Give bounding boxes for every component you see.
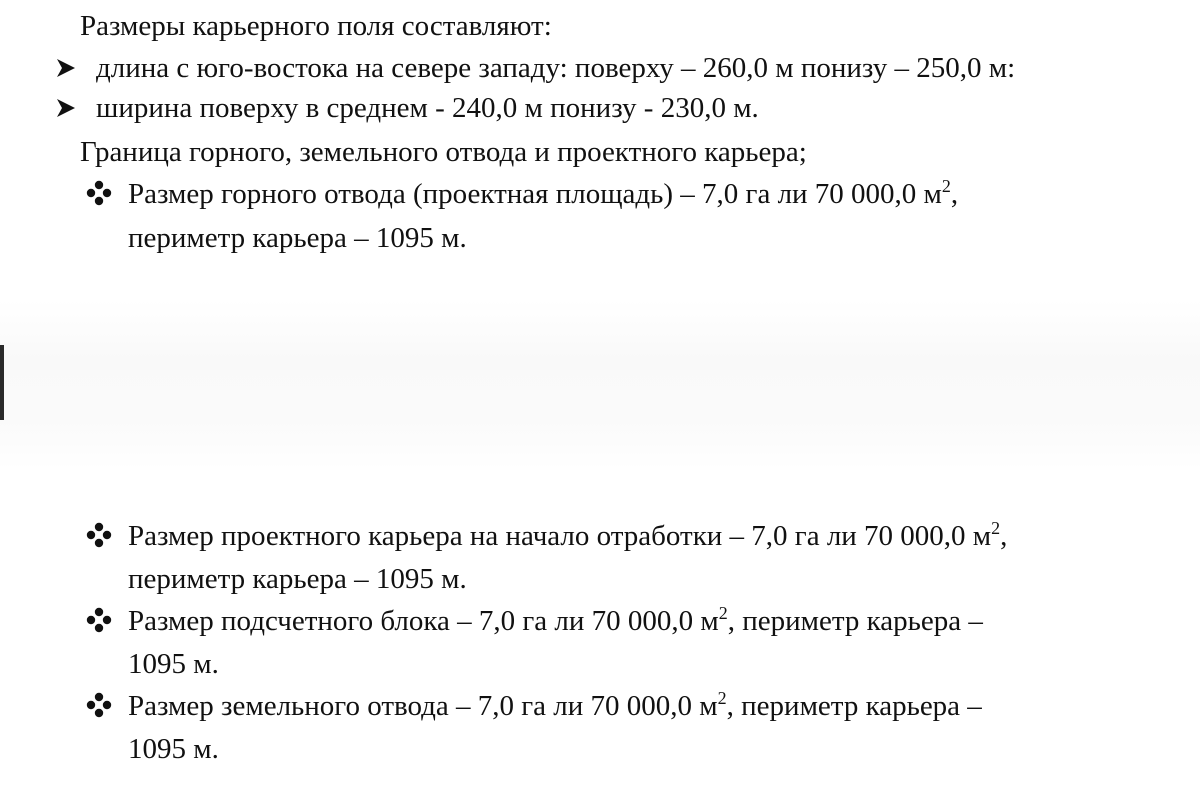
item4-line2: 1095 м.	[128, 733, 219, 765]
item1-suffix: ,	[950, 178, 959, 210]
superscript-2: 2	[941, 176, 951, 196]
item3-line2: 1095 м.	[128, 648, 219, 680]
arrow-bullet-icon	[55, 97, 77, 119]
diamond-bullet-icon	[86, 607, 112, 633]
scan-artifact-band	[0, 300, 1200, 470]
item3-line1	[128, 603, 983, 637]
diamond-bullet-icon	[86, 180, 112, 206]
item4-text-a: Размер земельного отвода – 7,0 га ли 70 000,0 м	[128, 690, 718, 722]
arrow-bullet-icon	[55, 57, 77, 79]
bullet-length: длина с юго-востока на севере западу: поверху – 260,0 м понизу – 250,0 м:	[96, 52, 1016, 84]
superscript-2: 2	[991, 518, 1001, 538]
item3-text-b: , периметр карьера –	[727, 605, 983, 637]
item3-text-a: Размер подсчетного блока – 7,0 га ли 70 000,0 м	[128, 605, 719, 637]
superscript-2: 2	[718, 603, 728, 623]
item2-line1	[128, 518, 1008, 552]
superscript-2: 2	[717, 688, 727, 708]
diamond-bullet-icon	[86, 522, 112, 548]
intro-text: Размеры карьерного поля составляют:	[80, 10, 552, 42]
item1-line1	[128, 176, 959, 210]
item4-text-b: , периметр карьера –	[726, 690, 982, 722]
item1-text: Размер горного отвода (проектная площадь) – 7,0 га ли 70 000,0 м	[128, 178, 942, 210]
scan-edge-mark	[0, 345, 4, 420]
item2-text: Размер проектного карьера на начало отработки – 7,0 га ли 70 000,0 м	[128, 520, 992, 552]
item2-line2: периметр карьера – 1095 м.	[128, 563, 467, 595]
boundary-heading: Граница горного, земельного отвода и проектного карьера;	[80, 136, 807, 168]
item2-suffix: ,	[1000, 520, 1008, 552]
diamond-bullet-icon	[86, 692, 112, 718]
bullet-width: ширина поверху в среднем - 240,0 м понизу - 230,0 м.	[96, 92, 759, 124]
item4-line1	[128, 688, 982, 722]
item1-line2: периметр карьера – 1095 м.	[128, 222, 467, 254]
